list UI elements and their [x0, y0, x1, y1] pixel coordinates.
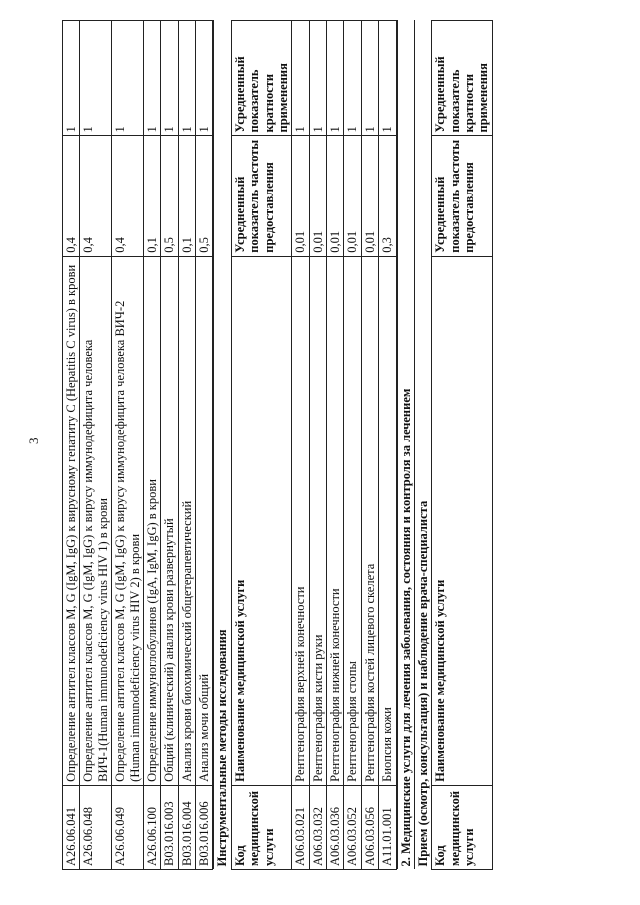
- frequency-cell: 0,1: [143, 136, 160, 256]
- service-code-cell: A26.06.100: [143, 785, 160, 869]
- table-row: [63, 21, 80, 870]
- multiplicity-cell: 1: [112, 21, 144, 136]
- section2-title-row: [397, 21, 414, 870]
- multiplicity-cell: 1: [143, 21, 160, 136]
- header-multiplicity: Усредненный показатель кратности применения: [231, 21, 292, 136]
- frequency-cell: 0,5: [196, 136, 213, 256]
- header-frequency: Усредненный показатель частоты предоставления: [432, 136, 493, 256]
- instrumental-section-title: Инструментальные методы исследования: [214, 21, 231, 870]
- multiplicity-cell: 1: [309, 21, 326, 136]
- section2-subtitle-row: [414, 21, 431, 870]
- table-row: [80, 21, 112, 870]
- service-name-cell: Рентгенография стопы: [344, 256, 361, 785]
- service-code-cell: A06.03.036: [327, 785, 344, 869]
- frequency-cell: 0,01: [292, 136, 309, 256]
- table-row: [379, 21, 396, 870]
- service-code-cell: A06.03.052: [344, 785, 361, 869]
- section2-subtitle: Прием (осмотр, консультация) и наблюдение врача-специалиста: [414, 256, 431, 869]
- frequency-cell: 0,01: [309, 136, 326, 256]
- service-name-cell: Анализ крови биохимический общетерапевтический: [178, 256, 195, 785]
- table-header-row: [231, 21, 292, 870]
- table-row: [161, 21, 178, 870]
- header-code: Код медицинской услуги: [231, 785, 292, 869]
- service-name-cell: Рентгенография нижней конечности: [327, 256, 344, 785]
- service-code-cell: B03.016.006: [196, 785, 213, 869]
- service-code-cell: A26.06.041: [63, 785, 80, 869]
- frequency-cell: 0,1: [178, 136, 195, 256]
- section2-table: [397, 20, 493, 870]
- multiplicity-cell: 1: [327, 21, 344, 136]
- header-frequency: Усредненный показатель частоты предоставления: [231, 136, 292, 256]
- table-row: [327, 21, 344, 870]
- section-title-row: [214, 21, 231, 870]
- frequency-cell: 0,01: [327, 136, 344, 256]
- frequency-cell: 0,5: [161, 136, 178, 256]
- table-row: [196, 21, 213, 870]
- header-name: Наименование медицинской услуги: [432, 256, 493, 785]
- service-name-cell: Рентгенография верхней конечности: [292, 256, 309, 785]
- service-name-cell: Общий (клинический) анализ крови развернутый: [161, 256, 178, 785]
- page-number: 3: [26, 437, 41, 444]
- frequency-cell: 0,01: [361, 136, 378, 256]
- service-code-cell: A26.06.049: [112, 785, 144, 869]
- service-name-cell: Рентгенография костей лицевого скелета: [361, 256, 378, 785]
- service-code-cell: A26.06.048: [80, 785, 112, 869]
- multiplicity-cell: 1: [344, 21, 361, 136]
- service-code-cell: A11.01.001: [379, 785, 396, 869]
- table-row: [309, 21, 326, 870]
- service-code-cell: B03.016.003: [161, 785, 178, 869]
- header-name: Наименование медицинской услуги: [231, 256, 292, 785]
- frequency-cell: 0,01: [344, 136, 361, 256]
- section2-title: 2. Медицинские услуги для лечения заболевания, состояния и контроля за лечением: [397, 21, 414, 870]
- frequency-cell: 0,4: [63, 136, 80, 256]
- multiplicity-cell: 1: [178, 21, 195, 136]
- frequency-cell: 0,4: [80, 136, 112, 256]
- header-code: Код медицинской услуги: [432, 785, 493, 869]
- multiplicity-cell: 1: [196, 21, 213, 136]
- service-code-cell: A06.03.032: [309, 785, 326, 869]
- table-row: [361, 21, 378, 870]
- service-code-cell: B03.016.004: [178, 785, 195, 869]
- service-name-cell: Рентгенография кисти руки: [309, 256, 326, 785]
- table-row: [178, 21, 195, 870]
- service-name-cell: Определение антител классов M, G (IgM, IgG) к вирусу иммунодефицита человека ВИЧ-2 (Human immunodeficiency virus HIV 2) в крови: [112, 256, 144, 785]
- table-row: [143, 21, 160, 870]
- service-name-cell: Биопсия кожи: [379, 256, 396, 785]
- frequency-cell: 0,4: [112, 136, 144, 256]
- multiplicity-cell: 1: [379, 21, 396, 136]
- instrumental-table: [213, 20, 396, 870]
- rotated-page-content: [62, 20, 582, 870]
- service-name-cell: Определение иммуноглобулинов (IgA, IgM, IgG) в крови: [143, 256, 160, 785]
- service-name-cell: Определение антител классов M, G (IgM, IgG) к вирусному гепатиту C (Hepatitis C virus) в крови: [63, 256, 80, 785]
- multiplicity-cell: 1: [63, 21, 80, 136]
- table-header-row: [432, 21, 493, 870]
- multiplicity-cell: 1: [80, 21, 112, 136]
- header-multiplicity: Усредненный показатель кратности применения: [432, 21, 493, 136]
- frequency-cell: 0,3: [379, 136, 396, 256]
- service-name-cell: Анализ мочи общий: [196, 256, 213, 785]
- multiplicity-cell: 1: [161, 21, 178, 136]
- lab-table: [62, 20, 213, 870]
- table-row: [112, 21, 144, 870]
- service-name-cell: Определение антител классов M, G (IgM, IgG) к вирусу иммунодефицита человека ВИЧ-1(Human immunodeficiency virus HIV 1) в крови: [80, 256, 112, 785]
- table-row: [292, 21, 309, 870]
- multiplicity-cell: 1: [361, 21, 378, 136]
- multiplicity-cell: 1: [292, 21, 309, 136]
- table-row: [344, 21, 361, 870]
- service-code-cell: A06.03.021: [292, 785, 309, 869]
- service-code-cell: A06.03.056: [361, 785, 378, 869]
